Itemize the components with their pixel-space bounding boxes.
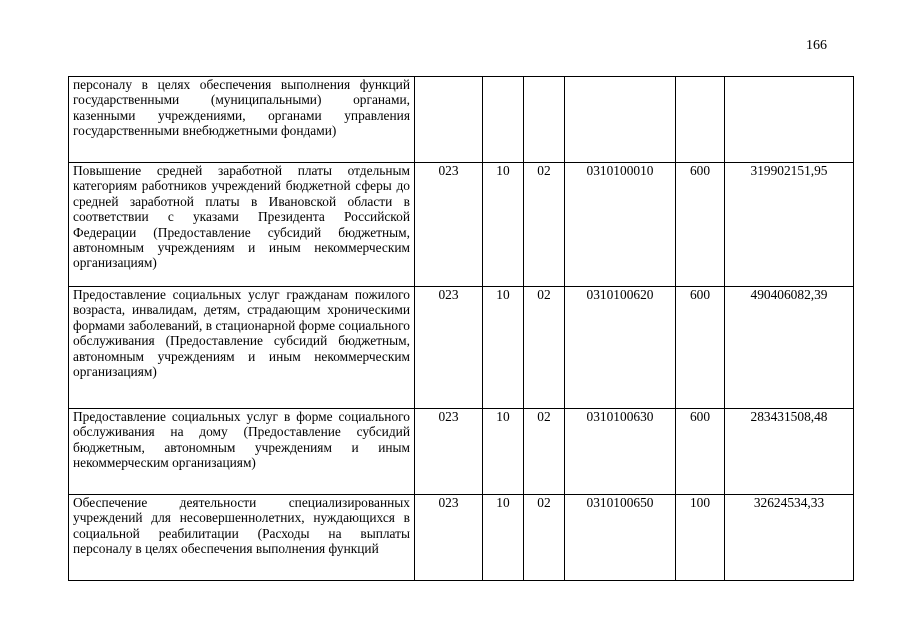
section-code: 10 xyxy=(483,287,524,409)
subsection-code: 02 xyxy=(524,495,565,581)
target-article-code: 0310100630 xyxy=(565,409,676,495)
row-description: Предоставление социальных услуг гражданам пожилого возраста, инвалидам, детям, страдающим хроническими формами заболеваний, в стационарной форме социального обслуживания (Предоставление субсидий бюджетным, автономным учреждениям и иным некоммерческим организациям) xyxy=(69,287,415,409)
amount-value: 490406082,39 xyxy=(725,287,854,409)
table-row xyxy=(69,287,854,409)
ministry-code xyxy=(415,77,483,163)
section-code: 10 xyxy=(483,409,524,495)
ministry-code: 023 xyxy=(415,287,483,409)
row-description: персоналу в целях обеспечения выполнения функций государственными (муниципальными) органами, казенными учреждениями, органами управления государственными внебюджетными фондами) xyxy=(69,77,415,163)
target-article-code: 0310100650 xyxy=(565,495,676,581)
table-row xyxy=(69,409,854,495)
budget-table xyxy=(68,76,854,581)
ministry-code: 023 xyxy=(415,409,483,495)
subsection-code: 02 xyxy=(524,409,565,495)
expense-type-code: 600 xyxy=(676,163,725,287)
amount-value xyxy=(725,77,854,163)
row-description: Повышение средней заработной платы отдельным категориям работников учреждений бюджетной сферы до средней заработной платы в Ивановской области в соответствии с указами Президента Российской Федерации (Предоставление субсидий бюджетным, автономным учреждениям и иным некоммерческим организациям) xyxy=(69,163,415,287)
table-row xyxy=(69,495,854,581)
subsection-code xyxy=(524,77,565,163)
ministry-code: 023 xyxy=(415,163,483,287)
row-description: Предоставление социальных услуг в форме социального обслуживания на дому (Предоставление субсидий бюджетным, автономным учреждениям и иным некоммерческим организациям) xyxy=(69,409,415,495)
subsection-code: 02 xyxy=(524,163,565,287)
expense-type-code: 600 xyxy=(676,409,725,495)
amount-value: 283431508,48 xyxy=(725,409,854,495)
table-row xyxy=(69,77,854,163)
expense-type-code: 100 xyxy=(676,495,725,581)
amount-value: 32624534,33 xyxy=(725,495,854,581)
expense-type-code: 600 xyxy=(676,287,725,409)
target-article-code: 0310100620 xyxy=(565,287,676,409)
section-code: 10 xyxy=(483,163,524,287)
ministry-code: 023 xyxy=(415,495,483,581)
amount-value: 319902151,95 xyxy=(725,163,854,287)
target-article-code: 0310100010 xyxy=(565,163,676,287)
expense-type-code xyxy=(676,77,725,163)
page-number: 166 xyxy=(806,38,827,53)
section-code xyxy=(483,77,524,163)
section-code: 10 xyxy=(483,495,524,581)
row-description: Обеспечение деятельности специализированных учреждений для несовершеннолетних, нуждающихся в социальной реабилитации (Расходы на выплаты персоналу в целях обеспечения выполнения функций xyxy=(69,495,415,581)
table-row xyxy=(69,163,854,287)
subsection-code: 02 xyxy=(524,287,565,409)
target-article-code xyxy=(565,77,676,163)
